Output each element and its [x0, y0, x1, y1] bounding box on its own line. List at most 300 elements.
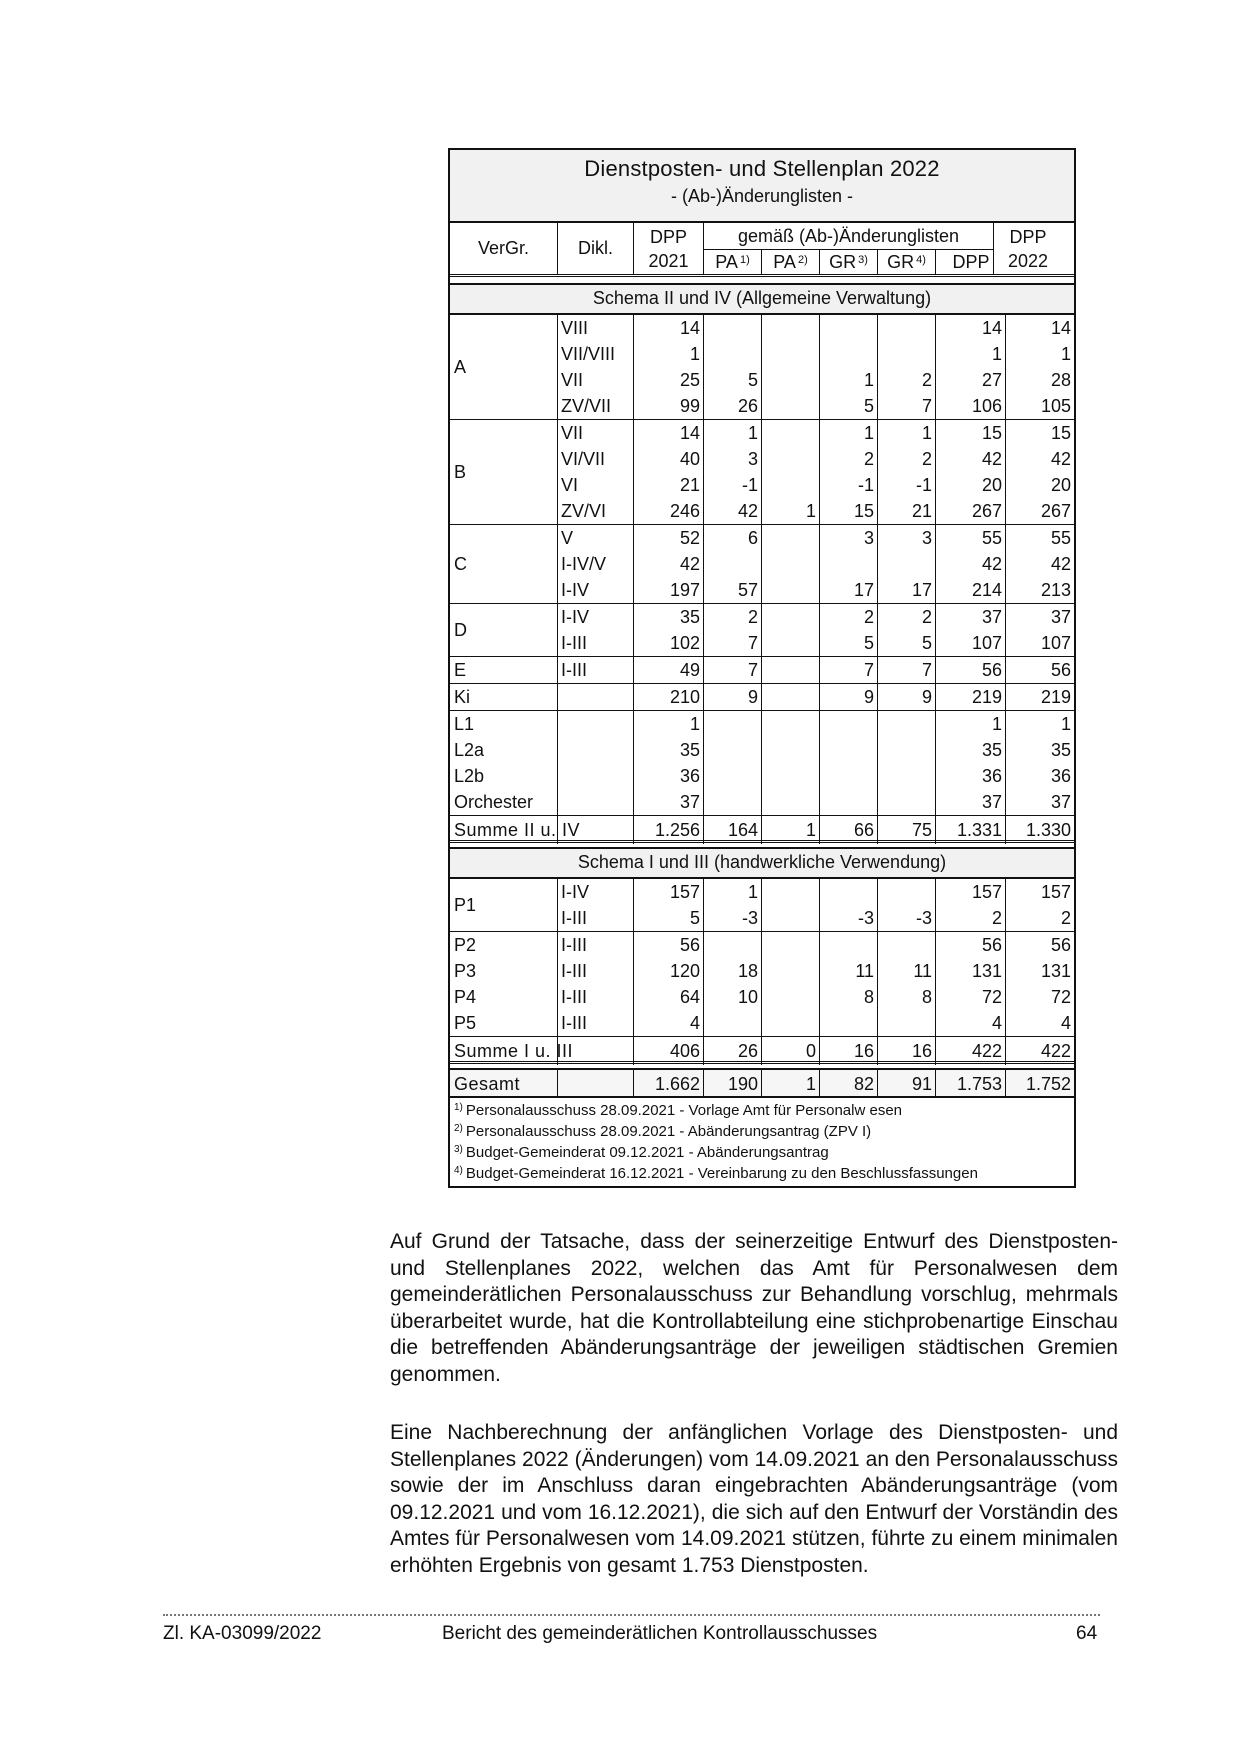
value-cell: 14 — [634, 420, 704, 446]
value-cell: 20 — [936, 472, 1006, 498]
value-cell: 5 — [820, 630, 878, 656]
header-dpp2021-top: DPP — [649, 226, 687, 247]
header-dpp2021-bottom: 2021 — [648, 250, 689, 271]
value-cell — [820, 879, 878, 905]
group-label: A — [450, 315, 558, 419]
table-row — [558, 879, 1074, 905]
sum-value: 422 — [1040, 1040, 1071, 1061]
sum-value: 1.256 — [634, 816, 704, 844]
footnote: $^{3)}$ Budget-Gemeinderat 09.12.2021 - Abänderungsantrag — [454, 1144, 829, 1161]
value-cell: 21 — [634, 472, 704, 498]
value-cell — [878, 789, 936, 815]
sum-label: Summe II u. IV — [450, 816, 558, 844]
header-dpp2021 — [634, 223, 704, 274]
value-cell — [762, 577, 820, 603]
footnote: $^{2)}$ Personalausschuss 28.09.2021 - Abänderungsantrag (ZPV I) — [454, 1123, 872, 1140]
paragraph-1: Auf Grund der Tatsache, dass der seinerzeitige Entwurf des Dienstposten- und Stellenplanes 2022, welchen das Amt für Personalwesen dem gemeinderätlichen Personalausschuss zur Behandlung vorschlug, mehrmals überarbeitet wurde, hat die Kontrollabteilung eine stichprobenartige Einschau die betreffenden Abänderungsanträge der jeweiligen städtischen Gremien genommen. — [390, 1230, 1118, 1386]
dikl-cell: ZV/VII — [558, 393, 634, 419]
value-cell: 1 — [820, 367, 878, 393]
value-cell: -3 — [820, 905, 878, 931]
value-cell: 1 — [634, 711, 704, 737]
dikl-cell: VII — [558, 367, 634, 393]
value-cell — [820, 551, 878, 577]
header-changes-title: gemäß (Ab-)Änderunglisten — [704, 223, 993, 250]
table-row — [450, 984, 1074, 1010]
value-cell: 14 — [634, 315, 704, 341]
table-row — [558, 525, 1074, 551]
dikl-cell: I-III — [558, 958, 634, 984]
table-row — [450, 711, 1074, 737]
group-label: B — [450, 420, 558, 524]
value-cell: 120 — [634, 958, 704, 984]
stellenplan-table — [448, 148, 1076, 1188]
value-cell — [878, 879, 936, 905]
value-cell — [762, 789, 820, 815]
value-cell: 1 — [704, 879, 762, 905]
table-header — [450, 223, 1074, 277]
value-cell — [762, 657, 820, 683]
dikl-cell — [558, 684, 634, 710]
value-cell: 131 — [936, 958, 1006, 984]
sum-value: 1.752 — [1025, 1073, 1071, 1094]
value-cell: 4 — [634, 1010, 704, 1036]
schema1-group-e — [450, 657, 1074, 684]
footer-divider — [163, 1614, 1100, 1616]
header-vergr — [450, 223, 558, 274]
value-cell — [878, 1010, 936, 1036]
footnotes — [450, 1098, 1074, 1186]
footnote: $^{1)}$ Personalausschuss 28.09.2021 - Vorlage Amt für Personalw esen — [454, 1102, 902, 1119]
table-row — [558, 315, 1074, 341]
paragraph-2: Eine Nachberechnung der anfänglichen Vorlage des Dienstposten- und Stellenplanes 2022 (Änderungen) vom 14.09.2021 an den Personalausschuss sowie der im Anschluss daran eingebrachten Abänderungsanträge (vom 09.12.2021 und vom 16.12.2021), die sich auf den Entwurf der Vorständin des Amtes für Personalwesen vom 14.09.2021 stützen, führte zu einem minimalen erhöhten Ergebnis von gesamt 1.753 Dienstposten. — [390, 1421, 1118, 1577]
value-cell: 40 — [634, 446, 704, 472]
vergr-cell: L2a — [450, 737, 558, 763]
schema-2-title: Schema I und III (handwerkliche Verwendung) — [450, 847, 1074, 879]
sum-value: 1.662 — [634, 1070, 704, 1098]
l-rows — [450, 711, 1074, 815]
value-cell: 6 — [704, 525, 762, 551]
sum-value: 1 — [762, 816, 820, 844]
value-cell: 64 — [634, 984, 704, 1010]
value-cell: 55 — [1050, 527, 1071, 548]
group-label: E — [450, 657, 558, 683]
vergr-cell: L2b — [450, 763, 558, 789]
value-cell — [762, 905, 820, 931]
table-row — [450, 684, 1074, 711]
value-cell: 17 — [878, 577, 936, 603]
value-cell: 267 — [1040, 500, 1071, 521]
footer-title: Bericht des gemeinderätlichen Kontrollausschusses — [442, 1623, 878, 1644]
value-cell — [762, 341, 820, 367]
value-cell: 3 — [820, 525, 878, 551]
header-dikl — [558, 223, 634, 274]
sum-value: 82 — [820, 1070, 878, 1098]
value-cell — [878, 737, 936, 763]
dikl-cell: VI — [558, 472, 634, 498]
value-cell: 56 — [634, 932, 704, 958]
value-cell: 7 — [878, 657, 936, 683]
value-cell — [704, 341, 762, 367]
dikl-cell: I-IV/V — [558, 551, 634, 577]
sum-label: Summe I u. III — [450, 1037, 558, 1065]
value-cell: 27 — [936, 367, 1006, 393]
vergr-cell: P3 — [450, 958, 558, 984]
sum-dikl — [558, 1037, 634, 1065]
table-row — [558, 604, 1074, 630]
value-cell: 5 — [820, 393, 878, 419]
dikl-cell: VII/VIII — [558, 341, 634, 367]
table-row — [558, 420, 1074, 446]
value-cell: 131 — [1040, 960, 1071, 981]
value-cell — [762, 525, 820, 551]
value-cell: 8 — [878, 984, 936, 1010]
sum-value: 406 — [634, 1037, 704, 1065]
group-label: C — [450, 525, 558, 603]
table-row — [450, 958, 1074, 984]
dikl-cell: VIII — [558, 315, 634, 341]
table-row — [558, 577, 1074, 603]
value-cell: 2 — [878, 604, 936, 630]
value-cell — [820, 763, 878, 789]
value-cell — [820, 932, 878, 958]
value-cell: 42 — [1050, 448, 1071, 469]
dikl-cell — [558, 737, 634, 763]
value-cell: 1 — [762, 498, 820, 524]
value-cell: -1 — [704, 472, 762, 498]
table-row — [558, 393, 1074, 419]
value-cell — [762, 684, 820, 710]
table-row — [558, 551, 1074, 577]
value-cell: 3 — [704, 446, 762, 472]
dikl-cell: I-III — [558, 657, 634, 683]
table-row — [450, 737, 1074, 763]
value-cell — [762, 984, 820, 1010]
value-cell — [762, 879, 820, 905]
value-cell: 210 — [634, 684, 704, 710]
value-cell — [820, 711, 878, 737]
value-cell — [762, 472, 820, 498]
value-cell: 20 — [1050, 474, 1071, 495]
sum-value: 1 — [762, 1070, 820, 1098]
dikl-cell: I-IV — [558, 604, 634, 630]
value-cell — [878, 551, 936, 577]
dikl-cell — [558, 789, 634, 815]
dikl-cell: I-IV — [558, 879, 634, 905]
sum-dikl — [558, 816, 634, 844]
value-cell: 106 — [936, 393, 1006, 419]
schema-1-title: Schema II und IV (Allgemeine Verwaltung) — [450, 283, 1074, 315]
table-row — [450, 1010, 1074, 1036]
page-number: 64 — [1076, 1623, 1098, 1644]
value-cell: 105 — [1040, 395, 1071, 416]
value-cell: 197 — [634, 577, 704, 603]
dikl-cell — [558, 711, 634, 737]
value-cell: 1 — [1060, 343, 1071, 364]
value-cell: 36 — [1050, 765, 1071, 786]
value-cell — [820, 315, 878, 341]
value-cell: 99 — [634, 393, 704, 419]
sum-value: 164 — [704, 816, 762, 844]
group-label: P1 — [450, 879, 558, 931]
sum-value: 16 — [878, 1037, 936, 1065]
dikl-cell: I-III — [558, 1010, 634, 1036]
value-cell — [878, 711, 936, 737]
value-cell: 2 — [1060, 907, 1071, 928]
value-cell — [820, 1010, 878, 1036]
value-cell: 52 — [634, 525, 704, 551]
sum-value: 190 — [704, 1070, 762, 1098]
value-cell — [762, 420, 820, 446]
vergr-cell: P4 — [450, 984, 558, 1010]
value-cell: 246 — [634, 498, 704, 524]
value-cell — [762, 315, 820, 341]
value-cell: 2 — [820, 446, 878, 472]
value-cell: 11 — [878, 958, 936, 984]
value-cell: 2 — [820, 604, 878, 630]
table-row — [558, 630, 1074, 656]
value-cell: 7 — [704, 657, 762, 683]
value-cell: 107 — [1040, 632, 1071, 653]
sum-value: 0 — [762, 1037, 820, 1065]
value-cell: 26 — [704, 393, 762, 419]
value-cell: 18 — [704, 958, 762, 984]
value-cell — [762, 604, 820, 630]
value-cell: 213 — [1040, 579, 1071, 600]
value-cell: 1 — [820, 420, 878, 446]
value-cell: 10 — [704, 984, 762, 1010]
dikl-cell: V — [558, 525, 634, 551]
header-dpp2022 — [994, 223, 1062, 274]
value-cell: 17 — [820, 577, 878, 603]
sum-value: 66 — [820, 816, 878, 844]
dikl-cell: I-III — [558, 905, 634, 931]
value-cell: 37 — [634, 789, 704, 815]
sum-value: 26 — [704, 1037, 762, 1065]
header-dpp2022-top: DPP — [1009, 226, 1047, 247]
value-cell — [762, 737, 820, 763]
value-cell: 72 — [936, 984, 1006, 1010]
footer-reference: Zl. KA-03099/2022 — [163, 1623, 322, 1644]
value-cell — [820, 789, 878, 815]
value-cell — [762, 711, 820, 737]
value-cell: 4 — [1060, 1012, 1071, 1033]
header-dikl-label: Dikl. — [578, 238, 613, 258]
value-cell — [704, 932, 762, 958]
value-cell: 9 — [878, 684, 936, 710]
sum-value: 1.753 — [936, 1070, 1006, 1098]
value-cell: 7 — [704, 630, 762, 656]
value-cell — [762, 958, 820, 984]
value-cell: -3 — [704, 905, 762, 931]
schema1-group-d — [450, 604, 1074, 657]
value-cell — [762, 446, 820, 472]
value-cell: 42 — [704, 498, 762, 524]
value-cell — [762, 551, 820, 577]
value-cell: 49 — [634, 657, 704, 683]
header-gr3: GR $^{3)}$ — [820, 250, 878, 274]
value-cell: 56 — [936, 657, 1006, 683]
header-pa2: PA $^{2)}$ — [762, 250, 820, 274]
value-cell — [704, 315, 762, 341]
value-cell — [878, 763, 936, 789]
value-cell — [704, 711, 762, 737]
value-cell — [704, 789, 762, 815]
value-cell: 5 — [878, 630, 936, 656]
value-cell: 2 — [936, 905, 1006, 931]
summe-row-2 — [450, 1036, 1074, 1064]
schema1-group-b — [450, 420, 1074, 525]
table-row — [558, 498, 1074, 524]
value-cell: 35 — [634, 604, 704, 630]
value-cell: 42 — [1050, 553, 1071, 574]
header-changes-group — [704, 223, 994, 274]
value-cell: 56 — [1050, 659, 1071, 680]
header-pa1: PA $^{1)}$ — [704, 250, 762, 274]
value-cell: 2 — [704, 604, 762, 630]
sum-value: 422 — [936, 1037, 1006, 1065]
table-row — [450, 789, 1074, 815]
value-cell: 35 — [1050, 739, 1071, 760]
value-cell: 42 — [936, 446, 1006, 472]
dikl-cell: I-III — [558, 984, 634, 1010]
value-cell: 55 — [936, 525, 1006, 551]
value-cell: 7 — [878, 393, 936, 419]
value-cell: 1 — [1060, 713, 1071, 734]
value-cell: 15 — [936, 420, 1006, 446]
header-dpp: DPP — [952, 252, 990, 272]
value-cell: 14 — [936, 315, 1006, 341]
value-cell: 157 — [634, 879, 704, 905]
vergr-cell: Ki — [450, 684, 558, 710]
table-title: Dienstposten- und Stellenplan 2022 — [584, 156, 940, 181]
dikl-cell: I-III — [558, 932, 634, 958]
table-row — [558, 657, 1074, 683]
value-cell: 37 — [1050, 791, 1071, 812]
value-cell: 5 — [634, 905, 704, 931]
value-cell: 37 — [1050, 606, 1071, 627]
value-cell — [704, 763, 762, 789]
schema1-group-a — [450, 315, 1074, 420]
value-cell — [762, 932, 820, 958]
table-row — [450, 763, 1074, 789]
vergr-cell: Orchester — [450, 789, 558, 815]
sum-dikl — [558, 1070, 634, 1098]
schema-2-body — [450, 879, 1074, 1036]
value-cell — [762, 1010, 820, 1036]
table-subtitle: - (Ab-)Änderunglisten - — [670, 186, 854, 206]
value-cell: 7 — [820, 657, 878, 683]
value-cell: 1 — [634, 341, 704, 367]
value-cell — [762, 367, 820, 393]
table-row — [558, 472, 1074, 498]
value-cell: 42 — [634, 551, 704, 577]
value-cell: -1 — [878, 472, 936, 498]
table-row — [558, 341, 1074, 367]
header-gr4: GR $^{4)}$ — [878, 250, 936, 274]
dikl-cell: I-IV — [558, 577, 634, 603]
value-cell: 1 — [936, 341, 1006, 367]
table-row — [558, 446, 1074, 472]
dikl-cell: VII — [558, 420, 634, 446]
value-cell: 4 — [936, 1010, 1006, 1036]
value-cell: 35 — [634, 737, 704, 763]
value-cell: 9 — [820, 684, 878, 710]
value-cell: 9 — [704, 684, 762, 710]
value-cell: 102 — [634, 630, 704, 656]
value-cell: 3 — [878, 525, 936, 551]
value-cell: 56 — [936, 932, 1006, 958]
value-cell: 21 — [878, 498, 936, 524]
dikl-cell — [558, 763, 634, 789]
value-cell: 1 — [936, 711, 1006, 737]
value-cell: 157 — [936, 879, 1006, 905]
value-cell: 214 — [936, 577, 1006, 603]
value-cell — [704, 551, 762, 577]
value-cell: 1 — [704, 420, 762, 446]
value-cell: -3 — [878, 905, 936, 931]
value-cell — [762, 763, 820, 789]
table-row — [558, 905, 1074, 931]
vergr-cell: L1 — [450, 711, 558, 737]
value-cell: 28 — [1050, 369, 1071, 390]
sum-value: 1.331 — [936, 816, 1006, 844]
value-cell — [704, 1010, 762, 1036]
value-cell — [704, 737, 762, 763]
sum-value: 16 — [820, 1037, 878, 1065]
value-cell: 8 — [820, 984, 878, 1010]
value-cell: 157 — [1040, 881, 1071, 902]
sum-value: 1.330 — [1025, 819, 1071, 840]
value-cell: 14 — [1050, 317, 1071, 338]
value-cell: 35 — [936, 737, 1006, 763]
value-cell — [820, 737, 878, 763]
schema2-group-p1 — [450, 879, 1074, 932]
header-vergr-label: VerGr. — [477, 238, 530, 258]
summe-row-1 — [450, 815, 1074, 843]
value-cell — [820, 341, 878, 367]
dikl-cell: ZV/VI — [558, 498, 634, 524]
value-cell: 15 — [820, 498, 878, 524]
sum-value: 91 — [878, 1070, 936, 1098]
gesamt-row — [450, 1068, 1074, 1098]
value-cell — [878, 932, 936, 958]
footnote: $^{4)}$ Budget-Gemeinderat 16.12.2021 - Vereinbarung zu den Beschlussfassungen — [454, 1165, 978, 1182]
value-cell: 5 — [704, 367, 762, 393]
value-cell: 2 — [878, 367, 936, 393]
value-cell: 11 — [820, 958, 878, 984]
value-cell: 267 — [936, 498, 1006, 524]
value-cell — [762, 393, 820, 419]
vergr-cell: P2 — [450, 932, 558, 958]
value-cell: 25 — [634, 367, 704, 393]
schema1-group-c — [450, 525, 1074, 604]
value-cell — [878, 341, 936, 367]
header-dpp2022-bottom: 2022 — [1007, 250, 1049, 271]
value-cell: 72 — [1050, 986, 1071, 1007]
value-cell — [878, 315, 936, 341]
value-cell: 37 — [936, 789, 1006, 815]
dikl-cell: VI/VII — [558, 446, 634, 472]
table-title-area — [450, 150, 1074, 223]
sum-label: Gesamt — [450, 1070, 558, 1098]
value-cell: 15 — [1050, 422, 1071, 443]
value-cell: 57 — [704, 577, 762, 603]
sum-value: 75 — [878, 816, 936, 844]
value-cell: 107 — [936, 630, 1006, 656]
table-row — [450, 932, 1074, 958]
schema-1-body — [450, 315, 1074, 815]
group-label: D — [450, 604, 558, 656]
